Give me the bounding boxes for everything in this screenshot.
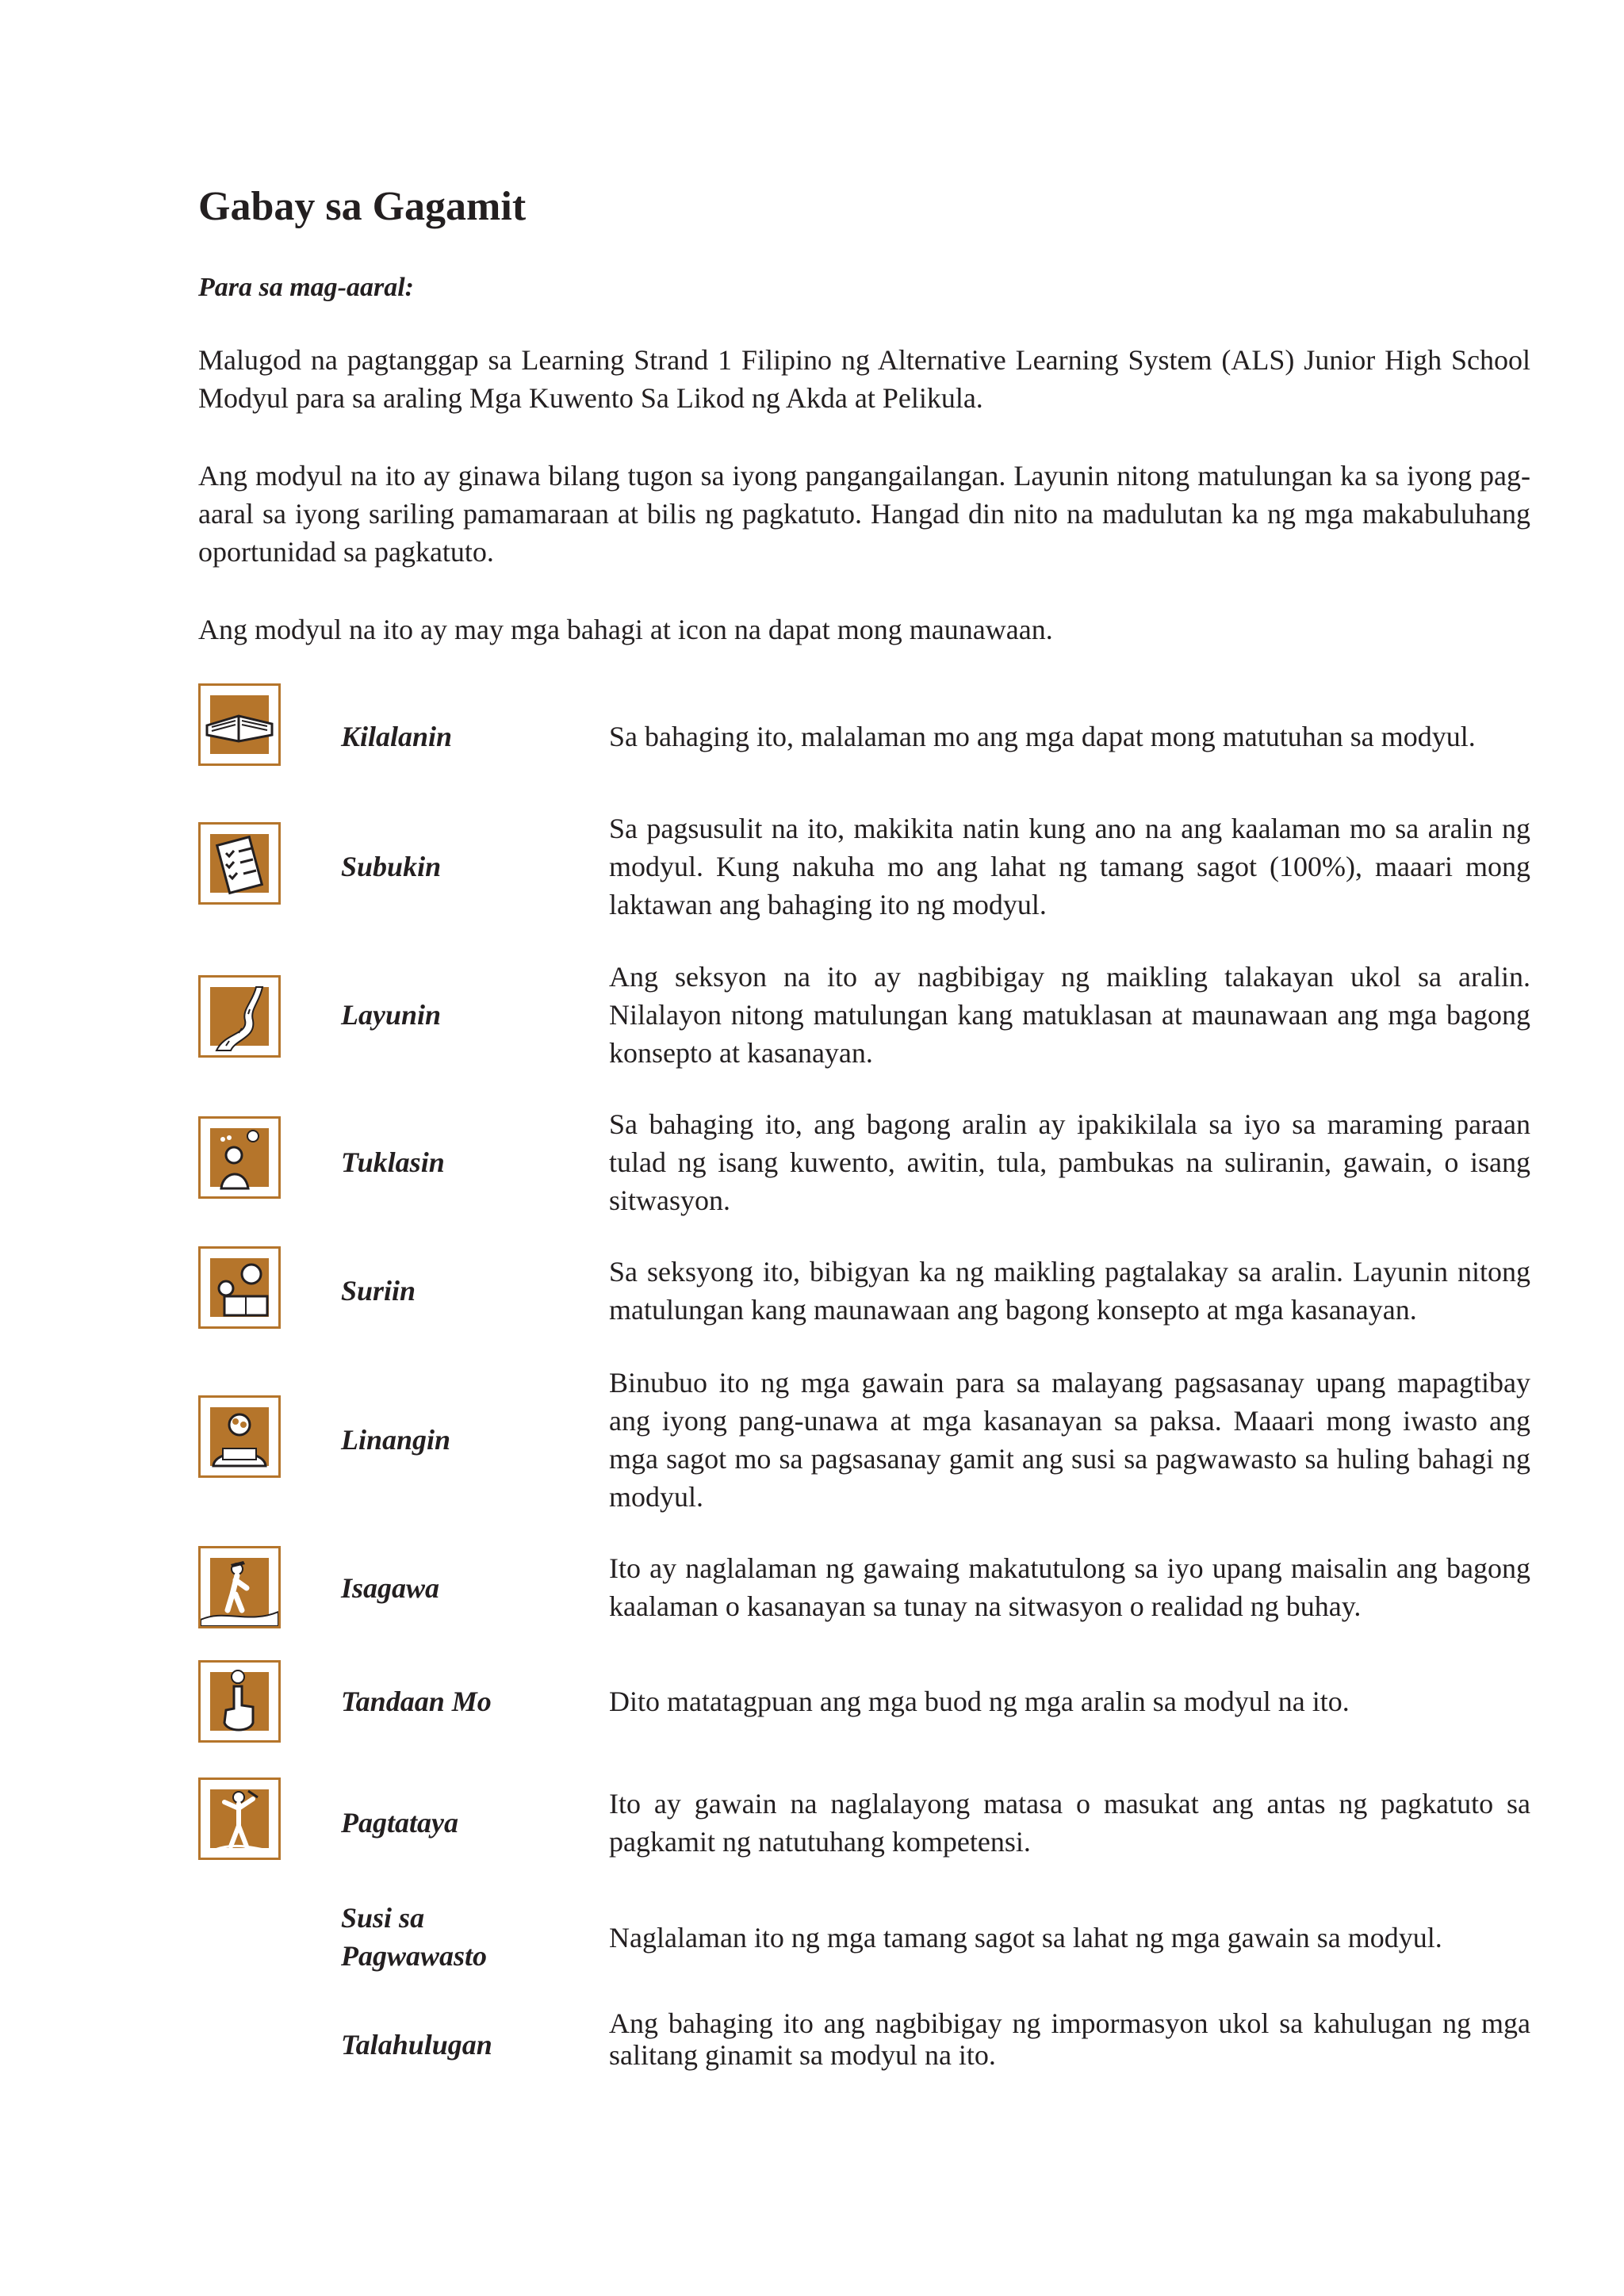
person-assessment-icon bbox=[198, 1777, 281, 1860]
teacher-student-icon bbox=[198, 1246, 281, 1329]
section-description: Ang seksyon na ito ay nagbibigay ng maikling talakayan ukol sa aralin. Nilalayon nitong matulungan kang matuklasan at maunawaan ang mga bagong konsepto at kasanayan. bbox=[609, 961, 1530, 1069]
thinking-person-icon bbox=[198, 1116, 281, 1199]
section-term: Subukin bbox=[341, 851, 442, 882]
section-description: Ito ay gawain na naglalayong matasa o masukat ang antas ng pagkatuto sa pagkamit ng natutuhang kompetensi. bbox=[609, 1788, 1530, 1858]
audience-label: Para sa mag-aaral: bbox=[198, 273, 414, 303]
reader-gears-icon bbox=[198, 1395, 281, 1478]
purpose-paragraph: Ang modyul na ito ay ginawa bilang tugon sa iyong pangangailangan. Layunin nitong matulungan ka sa iyong pag-aaral sa iyong sariling pamamaraan at bilis ng pagkatuto. Hangad din nito na madulutan ka ng mga makabuluhang oportunidad sa pagkatuto. bbox=[198, 460, 1530, 568]
finger-reminder-icon bbox=[198, 1660, 281, 1743]
checklist-icon bbox=[198, 822, 281, 905]
parts-intro-paragraph: Ang modyul na ito ay may mga bahagi at icon na dapat mong maunawaan. bbox=[198, 614, 1053, 646]
intro-paragraph: Malugod na pagtanggap sa Learning Strand 1 Filipino ng Alternative Learning System (ALS) Junior High School Modyul para sa araling Mga Kuwento Sa Likod ng Akda at Pelikula. bbox=[198, 344, 1530, 415]
winding-road-icon bbox=[198, 975, 281, 1058]
open-book-icon bbox=[198, 683, 281, 766]
section-term: Kilalanin bbox=[341, 721, 453, 752]
section-description: Sa bahaging ito, malalaman mo ang mga dapat mong matutuhan sa modyul. bbox=[609, 721, 1476, 752]
section-description: Binubuo ito ng mga gawain para sa malayang pagsasanay upang mapagtibay ang iyong pang-unawa at mga kasanayan sa paksa. Maaari mong iwasto ang mga sagot mo sa pagsasanay gamit ang susi sa pagwawasto sa huling bahagi ng modyul. bbox=[609, 1367, 1530, 1513]
section-term: Susi sa Pagwawasto bbox=[341, 1902, 488, 1972]
section-term: Talahulugan bbox=[341, 2029, 492, 2061]
section-description: Sa bahaging ito, ang bagong aralin ay ipakikilala sa iyo sa maraming paraan tulad ng isang kuwento, awitin, tula, pambukas na suliranin, gawain, o isang sitwasyon. bbox=[609, 1108, 1530, 1216]
section-description: Dito matatagpuan ang mga buod ng mga aralin sa modyul na ito. bbox=[609, 1686, 1350, 1717]
section-description: Sa seksyong ito, bibigyan ka ng maikling pagtalakay sa aralin. Layunin nitong matulungan kang maunawaan ang bagong konsepto at mga kasanayan. bbox=[609, 1256, 1530, 1326]
graduate-walking-icon bbox=[198, 1546, 281, 1628]
section-description: Ang bahaging ito ang nagbibigay ng impormasyon ukol sa kahulugan ng mga salitang ginamit sa modyul na ito. bbox=[609, 2007, 1530, 2071]
section-term: Isagawa bbox=[341, 1572, 440, 1604]
section-description: Sa pagsusulit na ito, makikita natin kung ano na ang kaalaman mo sa aralin ng modyul. Kung nakuha mo ang lahat ng tamang sagot (100%), maaari mong laktawan ang bahaging ito ng modyul. bbox=[609, 813, 1530, 920]
section-term: Pagtataya bbox=[341, 1807, 458, 1839]
section-term: Layunin bbox=[341, 999, 442, 1031]
section-term: Suriin bbox=[341, 1275, 416, 1307]
document-page bbox=[198, 182, 1530, 649]
section-term: Tuklasin bbox=[341, 1146, 445, 1178]
page-title: Gabay sa Gagamit bbox=[198, 184, 527, 229]
section-term: Tandaan Mo bbox=[341, 1686, 492, 1717]
section-term: Linangin bbox=[341, 1424, 451, 1456]
section-description: Ito ay naglalaman ng gawaing makatutulong sa iyo upang maisalin ang bagong kaalaman o kasanayan sa tunay na sitwasyon o realidad ng buhay. bbox=[609, 1552, 1530, 1622]
section-description: Naglalaman ito ng mga tamang sagot sa lahat ng mga gawain sa modyul. bbox=[609, 1922, 1442, 1954]
